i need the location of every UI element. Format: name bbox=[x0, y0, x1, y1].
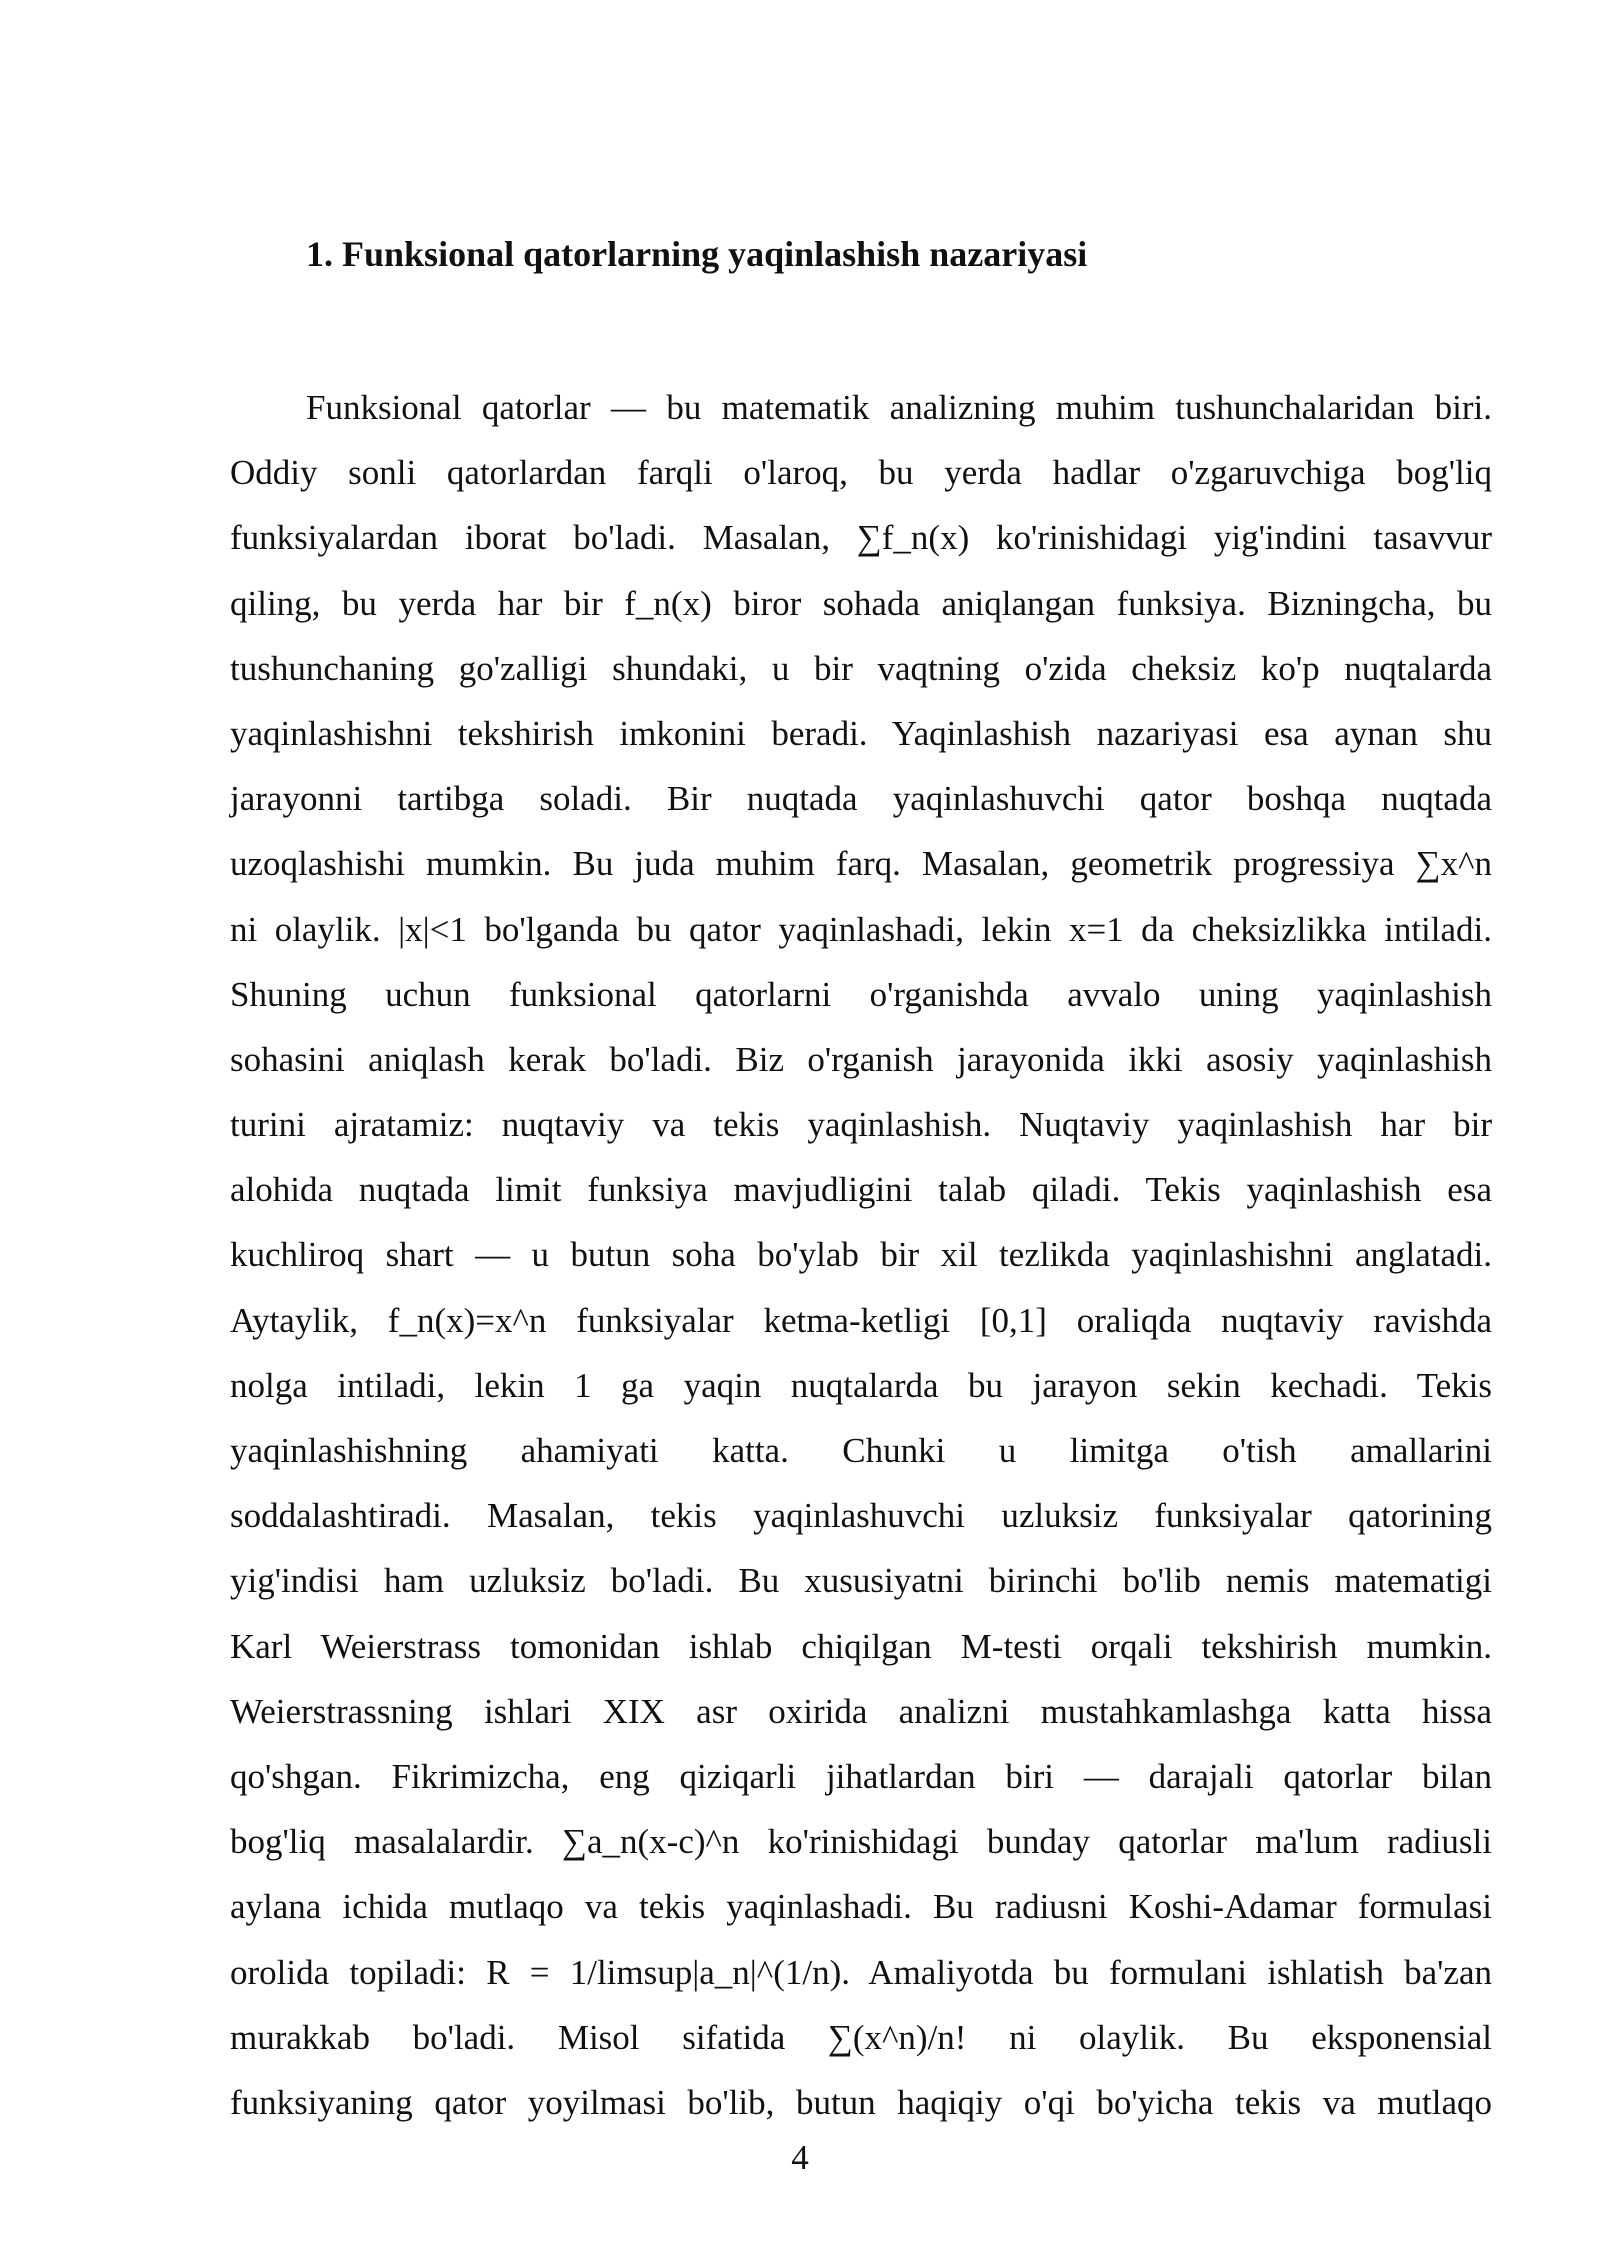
paragraph-line: aylana ichida mutlaqo va tekis yaqinlashadi. Bu radiusni Koshi-Adamar formulasi bbox=[230, 1887, 1492, 1927]
paragraph-line: nolga intiladi, lekin 1 ga yaqin nuqtalarda bu jarayon sekin kechadi. Tekis bbox=[230, 1365, 1492, 1405]
paragraph-line: funksiyalardan iborat bo'ladi. Masalan, ∑f_n(x) ko'rinishidagi yig'indini tasavvur bbox=[230, 518, 1492, 558]
paragraph-line: turini ajratamiz: nuqtaviy va tekis yaqinlashish. Nuqtaviy yaqinlashish har bir bbox=[230, 1105, 1492, 1145]
paragraph-line: bog'liq masalalardir. ∑a_n(x-c)^n ko'rinishidagi bunday qatorlar ma'lum radiusli bbox=[230, 1822, 1492, 1862]
paragraph-line: orolida topiladi: R = 1/limsup|a_n|^(1/n). Amaliyotda bu formulani ishlatish ba'zan bbox=[230, 1952, 1492, 1992]
paragraph-line: kuchliroq shart — u butun soha bo'ylab bir xil tezlikda yaqinlashishni anglatadi. bbox=[230, 1235, 1492, 1275]
paragraph-line: yaqinlashishning ahamiyati katta. Chunki u limitga o'tish amallarini bbox=[230, 1431, 1492, 1470]
paragraph-line: Oddiy sonli qatorlardan farqli o'laroq, bu yerda hadlar o'zgaruvchiga bog'liq bbox=[230, 453, 1492, 493]
paragraph-line: uzoqlashishi mumkin. Bu juda muhim farq. Masalan, geometrik progressiya ∑x^n bbox=[230, 844, 1492, 884]
paragraph-line: jarayonni tartibga soladi. Bir nuqtada yaqinlashuvchi qator boshqa nuqtada bbox=[230, 779, 1492, 819]
paragraph-line: soddalashtiradi. Masalan, tekis yaqinlashuvchi uzluksiz funksiyalar qatorining bbox=[230, 1496, 1492, 1536]
page-number: 4 bbox=[791, 2138, 809, 2177]
paragraph-line: Aytaylik, f_n(x)=x^n funksiyalar ketma-ketligi [0,1] oraliqda nuqtaviy ravishda bbox=[230, 1300, 1492, 1340]
paragraph-line: qiling, bu yerda har bir f_n(x) biror sohada aniqlangan funksiya. Bizningcha, bu bbox=[230, 583, 1492, 623]
paragraph-line: qo'shgan. Fikrimizcha, eng qiziqarli jihatlardan biri — darajali qatorlar bilan bbox=[230, 1756, 1492, 1796]
paragraph-line: yaqinlashishni tekshirish imkonini beradi. Yaqinlashish nazariyasi esa aynan shu bbox=[230, 713, 1492, 753]
paragraph-line: ni olaylik. |x|<1 bo'lganda bu qator yaqinlashadi, lekin x=1 da cheksizlikka intiladi. bbox=[230, 909, 1492, 949]
paragraph-line: Weierstrassning ishlari XIX asr oxirida analizni mustahkamlashga katta hissa bbox=[230, 1691, 1492, 1731]
paragraph-line: yig'indisi ham uzluksiz bo'ladi. Bu xususiyatni birinchi bo'lib nemis matematigi bbox=[230, 1561, 1492, 1601]
paragraph-line: funksiyaning qator yoyilmasi bo'lib, butun haqiqiy o'qi bo'yicha tekis va mutlaqo bbox=[230, 2082, 1492, 2122]
section-heading: 1. Funksional qatorlarning yaqinlashish nazariyasi bbox=[306, 234, 1088, 274]
paragraph-line: Shuning uchun funksional qatorlarni o'rganishda avvalo uning yaqinlashish bbox=[230, 974, 1492, 1014]
paragraph-line: murakkab bo'ladi. Misol sifatida ∑(x^n)/n! ni olaylik. Bu eksponensial bbox=[230, 2017, 1492, 2057]
body-paragraph bbox=[230, 375, 1492, 2135]
paragraph-line: Funksional qatorlar — bu matematik analizning muhim tushunchalaridan biri. bbox=[306, 388, 1492, 427]
paragraph-line: Karl Weierstrass tomonidan ishlab chiqilgan M-testi orqali tekshirish mumkin. bbox=[230, 1626, 1492, 1666]
paragraph-line: tushunchaning go'zalligi shundaki, u bir vaqtning o'zida cheksiz ko'p nuqtalarda bbox=[230, 648, 1492, 688]
paragraph-line: alohida nuqtada limit funksiya mavjudligini talab qiladi. Tekis yaqinlashish esa bbox=[230, 1170, 1492, 1210]
paragraph-line: sohasini aniqlash kerak bo'ladi. Biz o'rganish jarayonida ikki asosiy yaqinlashish bbox=[230, 1039, 1492, 1079]
